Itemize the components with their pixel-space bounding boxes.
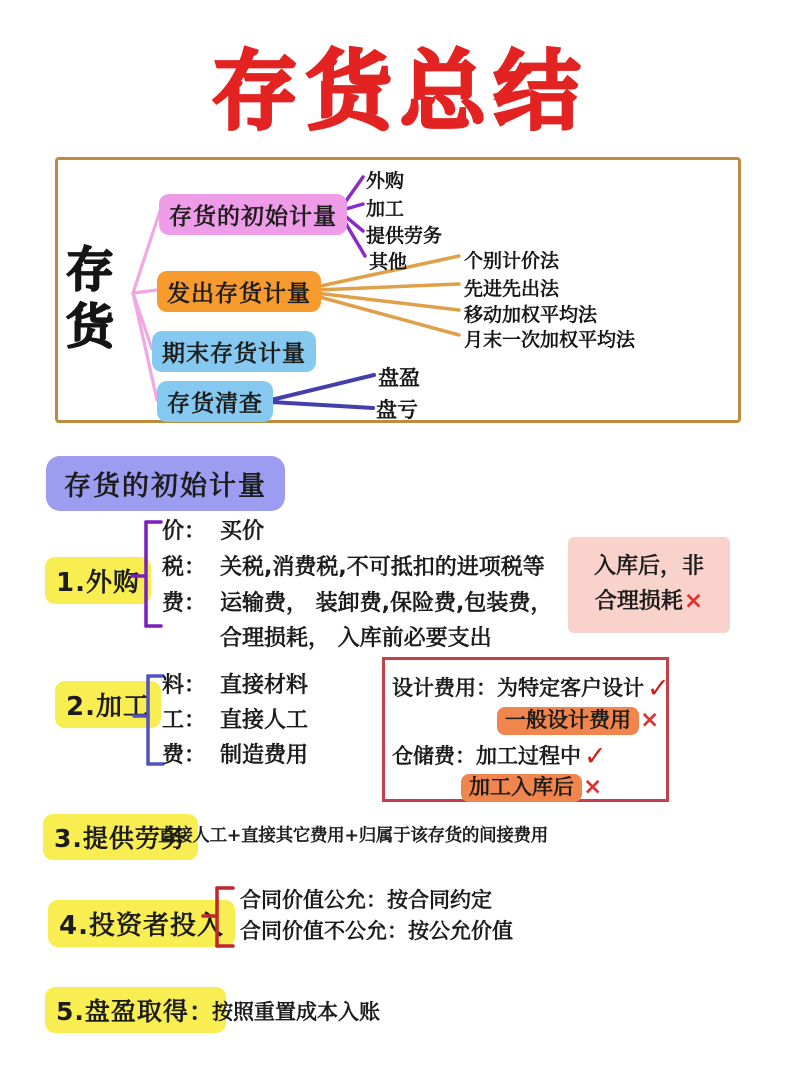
purchase-fee-line2	[220, 621, 492, 652]
purchase-fee-value: 运输费， 装卸费,保险费,包装费，	[220, 591, 553, 616]
after-storage-highlight: 加工入库后	[461, 774, 582, 802]
surplus-value-text: 按照重置成本入账	[212, 1000, 380, 1024]
purchase-label: 1.外购	[45, 557, 151, 604]
root-branch-lines	[133, 211, 160, 400]
purchase-price-value: 买价	[220, 519, 265, 544]
storage-fee-check-mark: ✓	[584, 741, 607, 772]
storage-fee-row	[392, 740, 607, 772]
storage-fee-key: 仓储费：	[392, 744, 476, 768]
leaf-fifo: 先进先出法	[464, 278, 560, 300]
processing-bracket	[130, 672, 166, 769]
purchase-fee-key: 费：	[162, 591, 207, 616]
mindmap-root-node: 存货	[66, 242, 115, 355]
design-fee-check-mark: ✓	[647, 673, 670, 704]
investor-bracket	[200, 884, 237, 951]
purchase-fee-value2: 合理损耗， 入库前必要支出	[220, 626, 492, 651]
processing-overhead-value: 制造费用	[220, 743, 309, 768]
page-title: 存货总结	[212, 42, 588, 142]
service-formula-text: 直接人工+直接其它费用+归属于该存货的间接费用	[158, 826, 548, 846]
leaf-deficit: 盘亏	[376, 398, 418, 422]
processing-overhead-key: 费：	[162, 743, 207, 768]
mindmap-branch-inventory-check: 存货清查	[157, 381, 273, 422]
after-storage-note	[568, 537, 730, 633]
after-storage-row	[461, 771, 602, 801]
processing-labor-key: 工：	[162, 708, 207, 733]
mindmap-branch-period-end-measurement: 期末存货计量	[152, 331, 316, 372]
processing-material-value: 直接材料	[220, 673, 309, 698]
processing-material-key: 料：	[162, 673, 207, 698]
purchase-tax-value: 关税,消费税,不可抵扣的进项税等	[220, 555, 545, 580]
purchase-bracket	[128, 518, 164, 630]
mindmap-panel	[55, 157, 741, 423]
general-design-fee-row	[497, 704, 659, 734]
purchase-price-key: 价：	[162, 519, 207, 544]
investor-fair-value-line: 合同价值公允：按合同约定	[240, 888, 492, 912]
leaf-processing: 加工	[366, 198, 405, 220]
design-fee-value: 为特定客户设计	[497, 676, 644, 700]
note-line2: 合理损耗	[594, 589, 683, 615]
processing-labor-value: 直接人工	[220, 708, 309, 733]
processing-material-line	[162, 668, 308, 699]
storage-fee-value: 加工过程中	[476, 744, 581, 768]
leaf-moving-weighted-average: 移动加权平均法	[464, 304, 598, 326]
design-fee-row	[392, 672, 670, 704]
leaf-month-end-weighted-average: 月末一次加权平均法	[464, 329, 636, 351]
investor-unfair-value-line: 合同价值不公允：按公允价值	[240, 919, 513, 943]
mindmap-branch-issue-measurement: 发出存货计量	[157, 271, 321, 312]
leaf-outsourcing: 外购	[366, 170, 405, 192]
after-storage-cross-mark: ×	[583, 774, 603, 800]
purchase-tax-line	[162, 550, 545, 581]
leaf-specific-identification: 个别计价法	[464, 250, 560, 272]
leaf-surplus: 盘盈	[378, 366, 420, 390]
purchase-price-line	[162, 514, 264, 545]
general-design-fee-cross-mark: ×	[640, 707, 660, 733]
surplus-label: 5.盘盈取得：	[45, 987, 226, 1033]
design-storage-fee-box	[382, 657, 669, 802]
design-fee-key: 设计费用：	[392, 676, 497, 700]
investor-label: 4.投资者投入	[48, 900, 235, 947]
general-design-fee-highlight: 一般设计费用	[497, 707, 639, 735]
purchase-fee-line	[162, 586, 552, 617]
leaf-other: 其他	[369, 251, 408, 273]
inventory-check-lines	[271, 375, 374, 408]
note-line1: 入库后，非	[593, 554, 704, 579]
purchase-tax-key: 税：	[162, 555, 207, 580]
note-cross-mark: ×	[683, 588, 704, 615]
section-header-initial-measurement: 存货的初始计量	[46, 456, 285, 511]
leaf-service: 提供劳务	[366, 225, 443, 247]
processing-overhead-line	[162, 738, 308, 769]
service-label: 3.提供劳务	[43, 814, 198, 860]
processing-labor-line	[162, 703, 308, 734]
processing-label: 2.加工	[55, 681, 161, 728]
mindmap-branch-initial-measurement: 存货的初始计量	[159, 194, 347, 235]
